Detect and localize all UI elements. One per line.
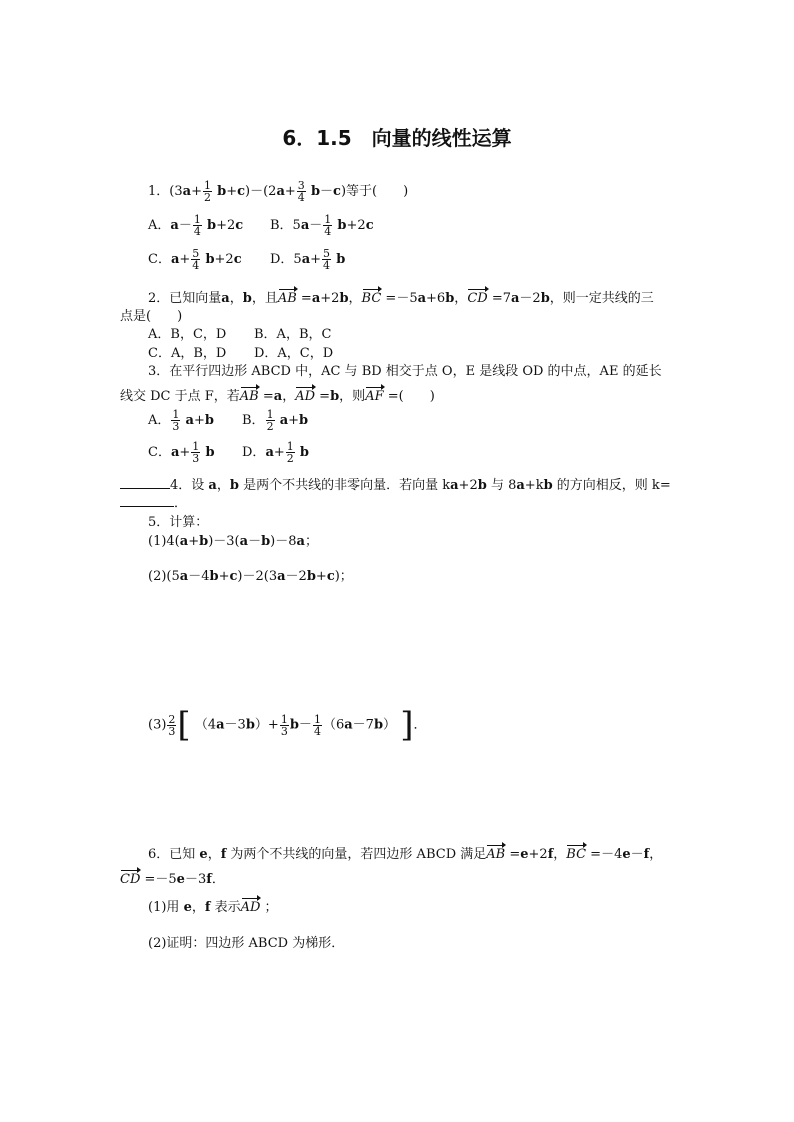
answer-blank [120,476,170,489]
fraction: $\frac{3}{4}$ [297,179,305,204]
question-3-line-2: 线交 DC 于点 F，若AB =a，AD =b，则AF =( ) [120,389,435,404]
question-6: 6．已知 e，f 为两个不共线的向量，若四边形 ABCD 满足AB =e+2f，BC =－4e－f， [148,847,663,862]
q3-option-b: B． $\frac{1}{2}$ a+b [242,408,309,433]
fraction: $\frac{1}{2}$ [203,179,211,204]
question-6-line-2: CD =－5e－3f． [120,872,225,887]
q6-part-1: (1)用 e，f 表示AD ； [148,900,278,915]
question-5: 5．计算： [148,515,209,530]
q1-option-a: A．a－ $\frac{1}{4}$ b+2c [148,213,244,238]
q5-part-2: (2)(5a－4b+c)－2(3a－2b+c)； [148,569,353,584]
q3-option-a: A． $\frac{1}{3}$ a+b [148,408,214,433]
q1-option-b: B．5a－ $\frac{1}{4}$ b+2c [270,213,374,238]
question-3: 3．在平行四边形 ABCD 中，AC 与 BD 相交于点 O，E 是线段 OD 的中点，AE 的延长 [148,364,662,379]
question-1: 1．(3a+ $\frac{1}{2}$ b+c)－(2a+ $\frac{3}{4}$ b－c)等于( ) [148,179,409,204]
q5-part-3: (3) $\frac{2}{3}$ [ （4a－3b）+ $\frac{1}{3}$ b－ $\frac{1}{4}$ （6a－7b） ]． [148,705,427,745]
q2-option-c: C．A，B，D [148,346,227,361]
answer-blank [120,494,174,507]
q2-stem-end: 点是( ) [120,309,183,324]
page-title: 6．1.5 向量的线性运算 [282,126,512,150]
question-4-answer: ． [120,492,187,511]
question-4: 4．设 a，b 是两个不共线的非零向量．若向量 ka+2b 与 8a+kb 的方向相反，则 k= [120,474,671,493]
question-2: 2．已知向量a，b，且AB =a+2b，BC =－5a+6b，CD =7a－2b，则一定共线的三 [148,291,654,306]
q3-option-c: C．a+ $\frac{1}{3}$ b [148,440,215,465]
q1-option-c: C．a+ $\frac{5}{4}$ b+2c [148,247,242,272]
q2-option-b: B．A，B，C [254,327,332,342]
q3-option-d: D．a+ $\frac{1}{2}$ b [242,440,310,465]
q2-option-a: A．B，C，D [148,327,227,342]
q1-option-d: D．5a+ $\frac{5}{4}$ b [270,247,346,272]
q6-part-2: (2)证明：四边形 ABCD 为梯形． [148,936,345,951]
right-bracket: ] [400,705,414,745]
q2-option-d: D．A，C，D [254,346,334,361]
left-bracket: [ [177,705,191,745]
q5-part-1: (1)4(a+b)－3(a－b)－8a； [148,534,318,549]
